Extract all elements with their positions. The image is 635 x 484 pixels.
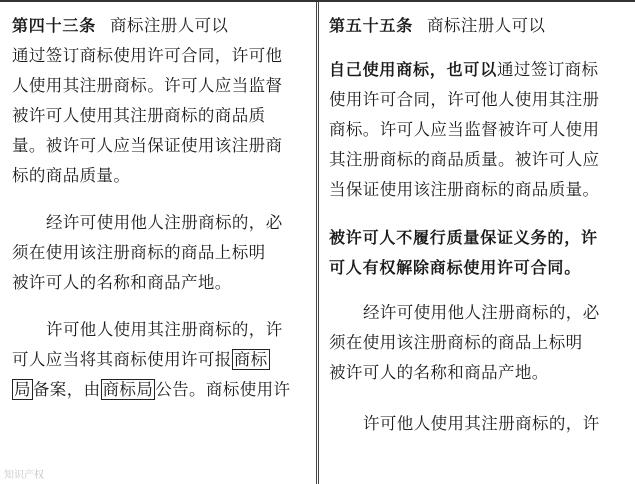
right-line-5: 其注册商标的商品质量。被许可人应 xyxy=(329,150,600,169)
boxed-term: 商标局 xyxy=(102,380,154,399)
left-column-old-article xyxy=(0,2,317,484)
boxed-term: 局 xyxy=(14,380,31,399)
left-line-3: 人使用其注册商标。许可人应当监督 xyxy=(12,76,283,95)
watermark: 知识产权 xyxy=(4,470,44,481)
right-line-3: 使用许可合同，许可他人使用其注册 xyxy=(329,90,600,109)
left-line-7: 经许可使用他人注册商标的，必 xyxy=(46,213,283,232)
left-line-5: 量。被许可人应当保证使用该注册商 xyxy=(12,136,283,155)
added-text: 自己使用商标，也可以 xyxy=(329,60,498,79)
left-line-9: 被许可人的名称和商品产地。 xyxy=(12,273,232,292)
article-number-55: 第五十五条 xyxy=(329,16,414,35)
right-line-7 xyxy=(329,228,598,248)
left-line-10: 许可他人使用其注册商标的，许 xyxy=(46,320,283,339)
right-line-8 xyxy=(329,258,581,278)
left-line-12: 局 备案，由 商标局 公告。商标使用许 xyxy=(14,380,291,399)
left-line-2: 通过签订商标使用许可合同，许可他 xyxy=(12,46,283,65)
left-line-4: 被许可人使用其注册商标的商品质 xyxy=(12,106,266,125)
left-line-8: 须在使用该注册商标的商品上标明 xyxy=(12,243,266,262)
right-line-10: 须在使用该注册商标的商品上标明 xyxy=(329,333,583,352)
added-text: 可人有权解除商标使用许可合同。 xyxy=(329,258,582,277)
added-text: 被许可人不履行质量保证义务的，许 xyxy=(329,228,598,247)
boxed-term: 商标 xyxy=(233,350,268,369)
right-line-11: 被许可人的名称和商品产地。 xyxy=(329,363,549,382)
left-line-6: 标的商品质量。 xyxy=(12,166,131,185)
left-line-1: 第四十三条 商标注册人可以 xyxy=(12,16,229,35)
right-line-9: 经许可使用他人注册商标的，必 xyxy=(363,303,600,322)
left-line-11: 可人应当将其商标使用许可报 商标 xyxy=(12,350,268,369)
right-line-6: 当保证使用该注册商标的商品质量。 xyxy=(329,180,600,199)
right-line-12: 许可他人使用其注册商标的，许 xyxy=(363,414,600,433)
right-line-2: 自己使用商标，也可以通过签订商标 xyxy=(329,60,599,79)
article-number-43: 第四十三条 xyxy=(12,16,97,35)
right-line-1: 第五十五条 商标注册人可以 xyxy=(329,16,546,35)
right-column-new-article xyxy=(318,2,635,484)
right-line-4: 商标。许可人应当监督被许可人使用 xyxy=(329,120,600,139)
